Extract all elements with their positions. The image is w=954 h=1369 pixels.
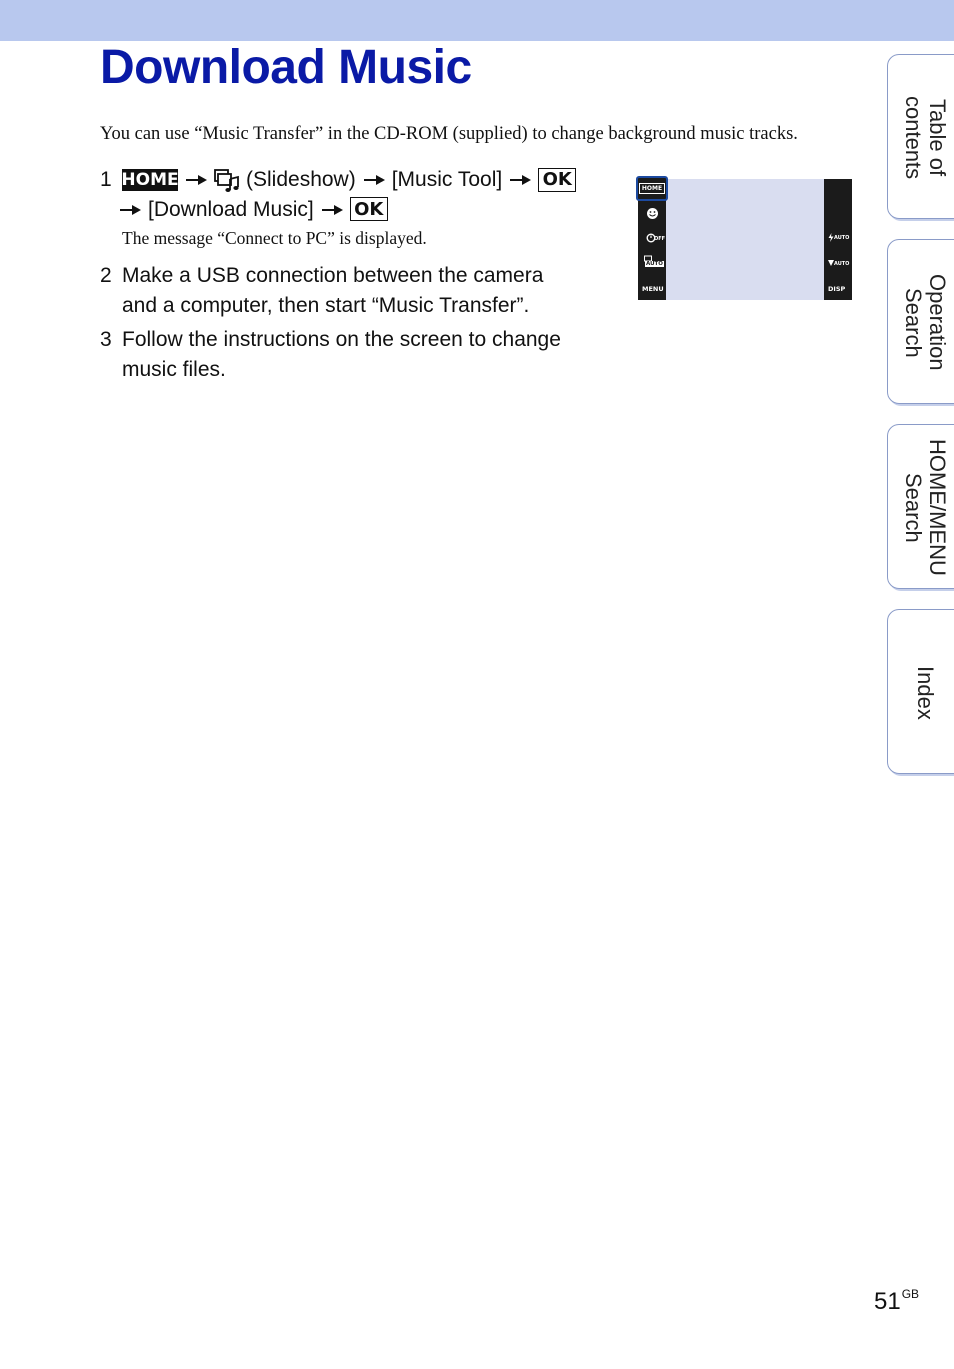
slideshow-label: (Slideshow) [246, 168, 356, 191]
step-1-note: The message “Connect to PC” is displayed. [122, 228, 427, 248]
disp-label: DISP [828, 285, 846, 293]
camera-home-button: HOME [636, 176, 668, 201]
self-timer-off-label: OFF [654, 236, 666, 242]
arrow-icon [508, 165, 532, 194]
flash-auto-label: AUTO [834, 235, 850, 241]
camera-screen-illustration [638, 179, 852, 300]
page-suffix: GB [901, 1287, 920, 1301]
step-number: 3 [100, 328, 112, 351]
home-button-icon: HOME [121, 169, 179, 190]
step-3-line-2: music files. [122, 357, 226, 381]
tab-index[interactable] [887, 609, 954, 774]
download-music-label: [Download Music] [148, 197, 314, 221]
arrow-icon [362, 165, 386, 194]
step-number: 2 [100, 264, 112, 287]
arrow-icon [320, 195, 344, 224]
slideshow-icon [214, 167, 240, 193]
music-tool-label: [Music Tool] [391, 168, 503, 191]
header-band [0, 0, 954, 41]
smile-shutter-icon [646, 207, 659, 220]
tab-label: Table of contents [901, 95, 950, 180]
step-3-line-1: Follow the instructions on the screen to change [122, 328, 561, 351]
arrow-icon [118, 195, 142, 224]
step-2-line-2: and a computer, then start “Music Transfer”. [122, 293, 530, 317]
tab-label: Operation Search [901, 274, 950, 371]
ok-button-icon: OK [538, 168, 576, 192]
step-1-line-2 [122, 195, 576, 225]
tab-table-of-contents[interactable] [887, 54, 954, 219]
page-title: Download Music [100, 41, 472, 94]
tab-label: Index [913, 665, 938, 720]
step-number: 1 [100, 168, 112, 191]
scene-auto-label: AUTO [646, 261, 663, 267]
ok-button-icon: OK [350, 197, 388, 221]
intro-text: You can use “Music Transfer” in the CD-ROM (supplied) to change background music tracks. [100, 124, 798, 144]
tab-home-menu-search[interactable] [887, 424, 954, 589]
arrow-icon [184, 165, 208, 194]
page-number: $51^{GB}$ [874, 1287, 920, 1315]
tab-operation-search[interactable] [887, 239, 954, 404]
tab-label: HOME/MENU Search [901, 439, 950, 576]
menu-label: MENU [642, 285, 664, 293]
step-1-line-1 [122, 165, 576, 195]
macro-auto-label: AUTO [834, 261, 850, 267]
step-2-line-1: Make a USB connection between the camera [122, 264, 544, 287]
